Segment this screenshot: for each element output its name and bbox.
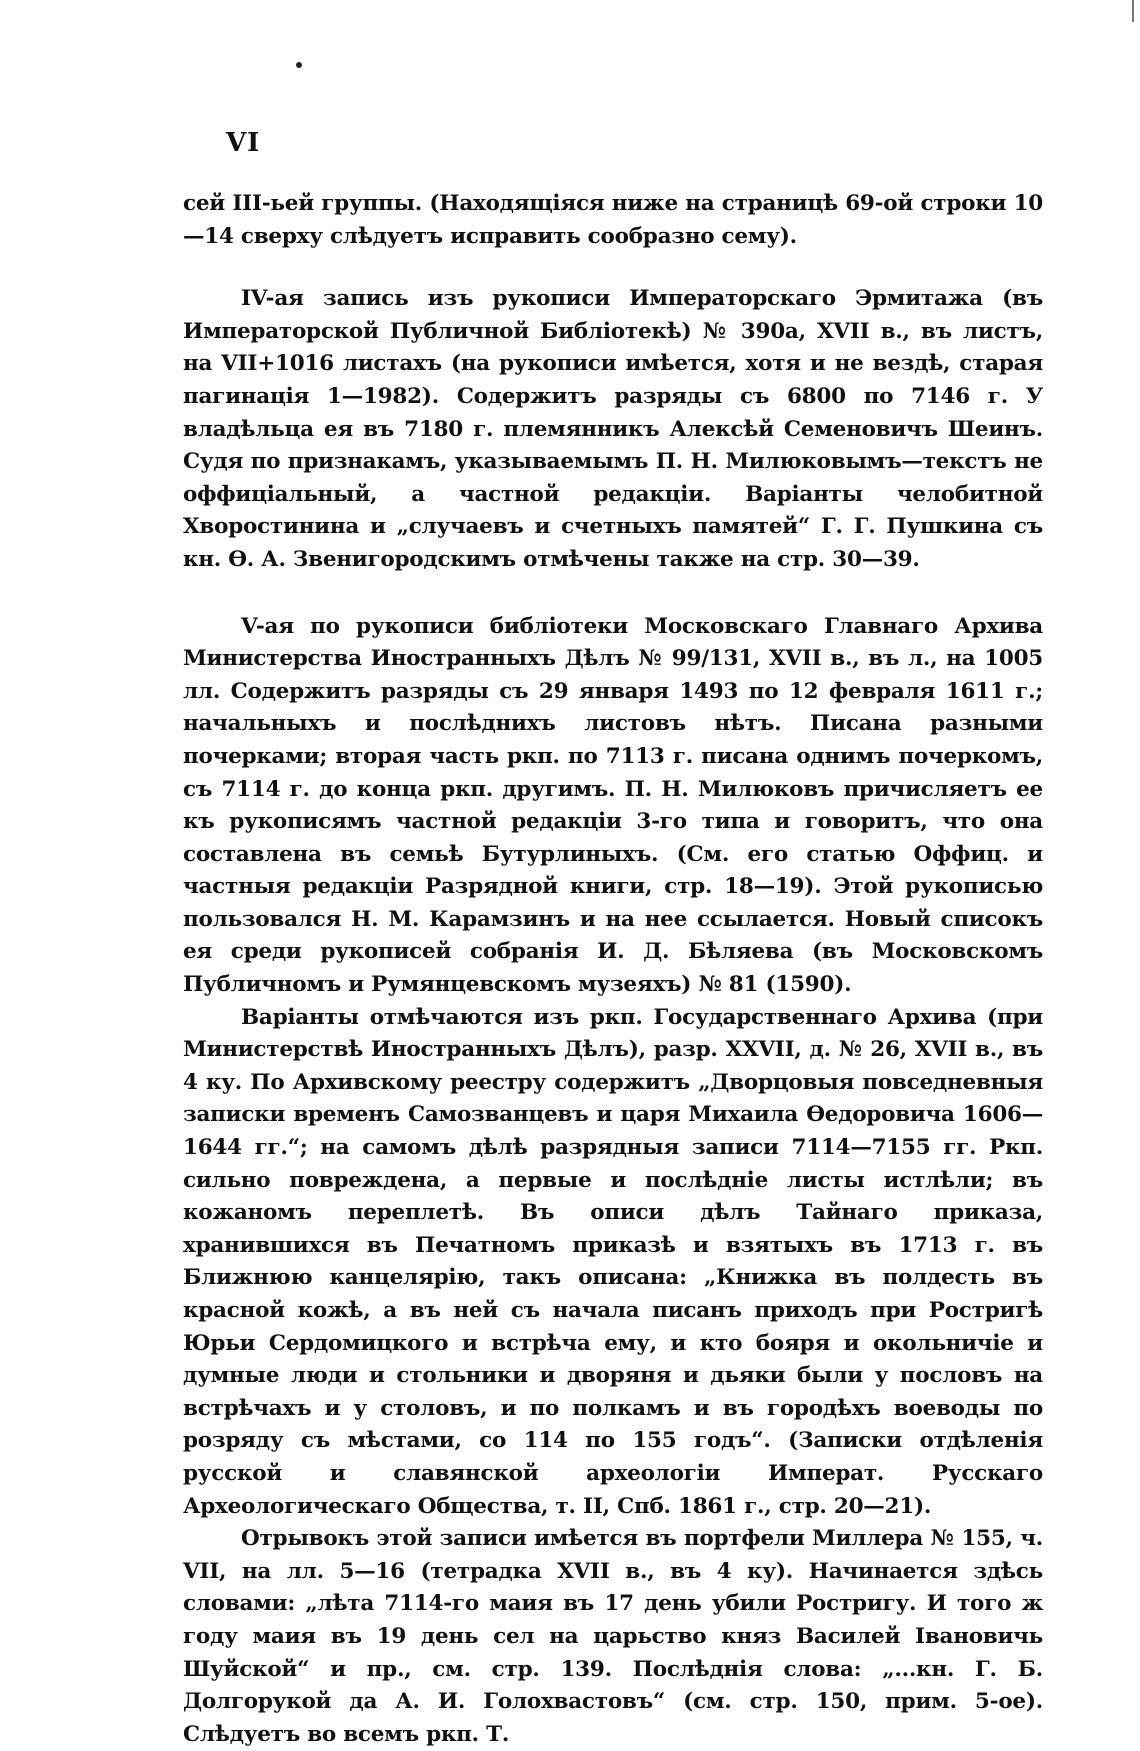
paragraph-record-v: V-ая по рукописи библіотеки Московскаго Главнаго Архива Министерства Иностранныхъ Дѣлъ № 99/131, XVII в., въ л., на 1005 лл. Содержитъ разряды съ 29 января 1493 по 12 февраля 1611 г.; начальныхъ и послѣднихъ листовъ нѣтъ. Писана разными почерками; вторая часть ркп. по 7113 г. писана однимъ почеркомъ, съ 7114 г. до конца ркп. другимъ. П. Н. Милюковъ причисляетъ ее къ рукописямъ частной редакціи 3-го типа и говоритъ, что она составлена въ семьѣ Бутурлиныхъ. (См. его статью Оффиц. и частныя редакціи Разрядной книги, стр. 18—19). Этой рукописью пользовался Н. М. Карамзинъ и на нее ссылается. Новый списокъ ея среди рукописей собранія И. Д. Бѣляева (въ Московскомъ Публичномъ и Румянцевскомъ музеяхъ) № 81 (1590). [183,613,1043,998]
scan-edge-mark [1132,0,1134,22]
paragraph-variants: Варіанты отмѣчаются изъ ркп. Государственнаго Архива (при Министерствѣ Иностранныхъ Дѣлъ), разр. XXVII, д. № 26, XVII в., въ 4 ку. По Архивскому реестру содержитъ „Дворцовыя повседневныя записки временъ Самозванцевъ и царя Михаила Ѳедоровича 1606—1644 гг.“; на самомъ дѣлѣ разрядныя записи 7114—7155 гг. Ркп. сильно повреждена, а первые и послѣдніе листы истлѣли; въ кожаномъ переплетѣ. Въ описи дѣлъ Тайнаго приказа, хранившихся въ Печатномъ приказѣ и взятыхъ въ 1713 г. въ Ближнюю канцелярію, такъ описана: „Книжка въ полдесть въ красной кожѣ, а въ ней съ начала писанъ приходъ при Ростригѣ Юрьи Сердомицкого и встрѣча ему, и кто бояря и окольничіе и думные люди и стольники и дворяня и дьяки были у пословъ на встрѣчахъ и у столовъ, и по полкамъ и въ городѣхъ воеводы по розряду съ мѣстами, со 114 по 155 годъ“. (Записки отдѣленія русской и славянской археологіи Императ. Русскаго Археологическаго Общества, т. II, Спб. 1861 г., стр. 20—21). [183,1004,1043,1519]
paragraph-record-iv: IV-ая запись изъ рукописи Императорскаго Эрмитажа (въ Императорской Публичной Библіотекѣ) № 390а, XVII в., въ листъ, на VII+1016 листахъ (на рукописи имѣется, хотя и не вездѣ, старая пагинація 1—1982). Содержитъ разряды съ 6800 по 7146 г. У владѣльца ея въ 7180 г. племянникъ Алексѣй Семеновичъ Шеинъ. Судя по признакамъ, указываемымъ П. Н. Милюковымъ—текстъ не оффиціальный, а частной редакціи. Варіанты челобитной Хворостинина и „случаевъ и счетныхъ памятей“ Г. Г. Пушкина съ кн. Ѳ. А. Звенигородскимъ отмѣчены также на стр. 30—39. [183,286,1043,572]
paragraph-continuation: сей III-ьей группы. (Находящіяся ниже на страницѣ 69-ой строки 10—14 сверху слѣдуетъ исправить сообразно сему). [183,191,1043,249]
body-text [183,188,1043,1751]
page-number: VI [226,128,261,158]
paragraph-fragment: Отрывокъ этой записи имѣется въ портфели Миллера № 155, ч. VII, на лл. 5—16 (тетрадка XVII в., въ 4 ку). Начинается здѣсь словами: „лѣта 7114-го маия въ 17 день убили Ростригу. И того ж году маия въ 19 день сел на царьство княз Василей Івановичь Шуйской“ и пр., см. стр. 139. Послѣднія слова: „...кн. Г. Б. Долгорукой да А. И. Голохвастовъ“ (см. стр. 150, прим. 5-ое). Слѣдуетъ во всемъ ркп. Т. [183,1526,1043,1747]
ink-speck [296,62,302,68]
